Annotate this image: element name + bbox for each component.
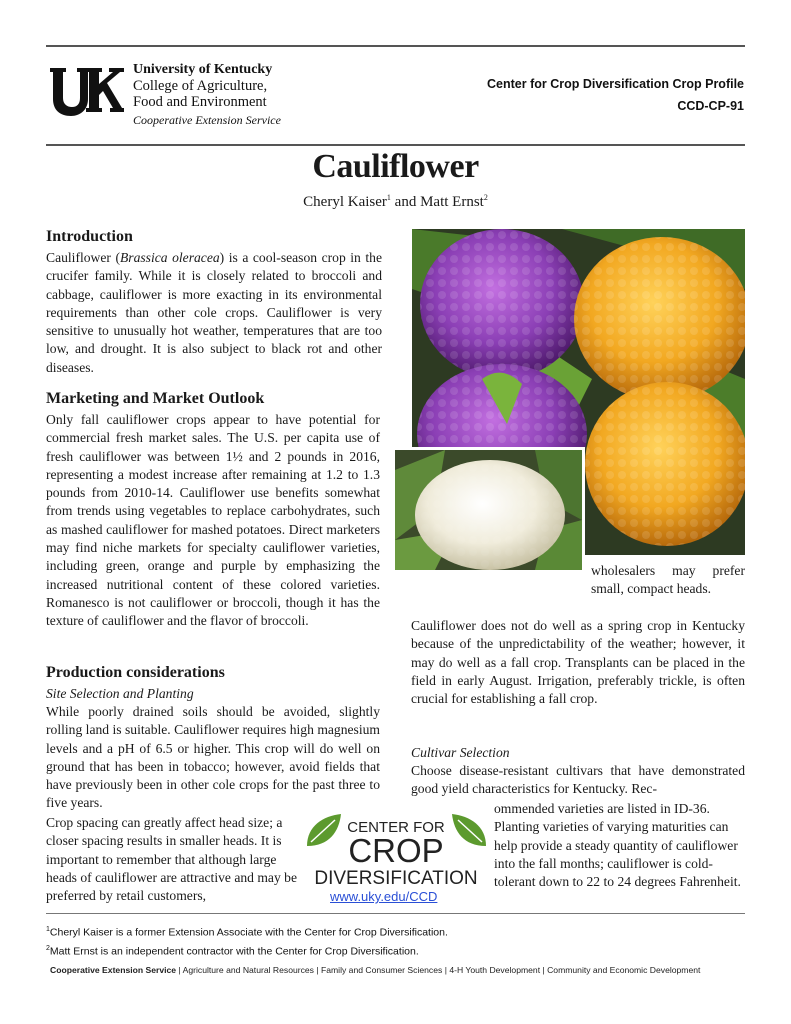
- author-1: Cheryl Kaiser: [303, 194, 387, 210]
- page-footer: [50, 965, 700, 975]
- footnotes: [46, 922, 448, 959]
- ccd-logo-line-2: CROP: [348, 832, 444, 869]
- footnote-1-text: Cheryl Kaiser is a former Extension Associate with the Center for Crop Diversification.: [49, 926, 448, 939]
- ccd-logo-line-3: DIVERSIFICATION: [314, 868, 478, 888]
- site-selection-subheading: Site Selection and Planting: [46, 686, 194, 701]
- species-name: Brassica oleracea: [120, 250, 220, 265]
- header-top-rule: [46, 45, 745, 47]
- introduction-section: [46, 227, 382, 377]
- marketing-section: [46, 389, 380, 631]
- cultivar-section: [411, 744, 745, 799]
- cultivar-heading: Cultivar Selection: [411, 745, 510, 760]
- cultivar-paragraph-2: ommended varieties are listed in ID-36. Planting varieties of varying maturities can help provide a steady quantity of cauliflower into the fall months; cauliflower is cold-tolerant down to 22 to 24 degrees Fahrenheit.: [494, 801, 741, 890]
- production-heading: Production considerations: [46, 664, 225, 681]
- crop-spacing-paragraph: Crop spacing can greatly affect head size; a closer spacing results in smaller heads. It is important to remember that although large heads of cauliflower are attractive and may be preferred by retail customers,: [46, 815, 297, 904]
- intro-text-start: Cauliflower (: [46, 250, 120, 265]
- page-title: Cauliflower: [312, 148, 479, 185]
- footnote-rule: [46, 913, 745, 914]
- ccd-logo: [303, 812, 490, 888]
- ccd-logo-line-1: CENTER FOR: [347, 819, 445, 836]
- university-name: University of Kentucky: [133, 62, 273, 77]
- spring-crop-paragraph: Cauliflower does not do well as a spring crop in Kentucky because of the unpredictability of the weather; however, it may do well as a fall crop. Transplants can be placed in the field in early August. Irrigation, preferably trickle, is often crucial for establishing a fall crop.: [411, 618, 745, 707]
- profile-code: CCD-CP-91: [677, 99, 744, 113]
- ccd-website-link[interactable]: www.uky.edu/CCD: [330, 889, 438, 904]
- header-bottom-rule: [46, 144, 745, 146]
- production-section: [46, 663, 380, 813]
- college-line-1: College of Agriculture,: [133, 78, 268, 94]
- profile-label: [487, 73, 744, 117]
- introduction-text: [46, 249, 382, 377]
- footnote-2: [46, 941, 448, 960]
- footnote-1-marker: 1: [46, 926, 50, 933]
- footer-programs: | Agriculture and Natural Resources | Family and Consumer Sciences | 4-H Youth Development | Community and Economic Development: [176, 965, 701, 975]
- leaf-icon: [452, 814, 486, 846]
- author-2-note: 2: [483, 193, 488, 202]
- profile-title: Center for Crop Diversification Crop Profile: [487, 77, 744, 91]
- crop-spacing-text: [46, 814, 298, 905]
- spring-crop-text: [411, 617, 745, 708]
- author-1-note: 1: [386, 193, 391, 202]
- photo-caption: wholesalers may prefer small, compact heads.: [591, 563, 745, 596]
- authors-line: [0, 193, 791, 211]
- leaf-icon: [307, 814, 341, 846]
- authors-and: and: [390, 194, 421, 210]
- footnote-2-marker: 2: [46, 944, 50, 952]
- intro-text-rest: ) is a cool-season crop in the crucifer family. While it is closely related to broccoli and cabbage, cauliflower is more exacting in its environmental requirements than other cole crops. Cauliflower is very sensitive to unusually hot weather, temperatures that are too low, and drought. It is also subject to black rot and other diseases.: [46, 250, 382, 375]
- extension-service: Cooperative Extension Service: [133, 113, 281, 127]
- university-wordmark: [133, 62, 281, 128]
- marketing-heading: Marketing and Market Outlook: [46, 390, 265, 407]
- cultivar-text-continued: [494, 800, 745, 891]
- white-cauliflower-photo: [392, 447, 585, 573]
- marketing-text: Only fall cauliflower crops appear to have potential for commercial fresh market sales. The U.S. per capita use of fresh cauliflower was between 1½ and 2 pounds in 2016, representing a modest increase after remaining at 1.2 to 1.3 pounds from 2010-14. Cauliflower use benefits somewhat from trends using vegetables to replace carbohydrates, such as mashed cauliflower for mashed potatoes. Direct marketers may find niche markets for specialty cauliflower varieties, including green, orange and purple by emphasizing the increased nutritional content of these colored varieties. Romanesco is not cauliflower or broccoli, though it has the texture of cauliflower and the flavor of broccoli.: [46, 412, 380, 629]
- author-2: Matt Ernst: [420, 194, 484, 210]
- site-selection-text: While poorly drained soils should be avoided, slightly rolling land is suitable. Cauliflower requires high magnesium levels and a pH of 6.5 or higher. This crop will do well on ground that has been in tobacco; however, avoid fields that have previously been in other cole crops for the past three to five years.: [46, 704, 380, 811]
- footnote-2-text: Matt Ernst is an independent contractor with the Center for Crop Diversification.: [49, 945, 419, 957]
- footnote-1: [46, 922, 448, 941]
- uk-logo: [48, 64, 124, 120]
- footer-service: Cooperative Extension Service: [50, 965, 177, 975]
- college-line-2: Food and Environment: [133, 94, 267, 110]
- introduction-heading: Introduction: [46, 228, 133, 245]
- cultivar-text: Choose disease-resistant cultivars that have demonstrated good yield characteristics for Kentucky. Rec-: [411, 763, 745, 797]
